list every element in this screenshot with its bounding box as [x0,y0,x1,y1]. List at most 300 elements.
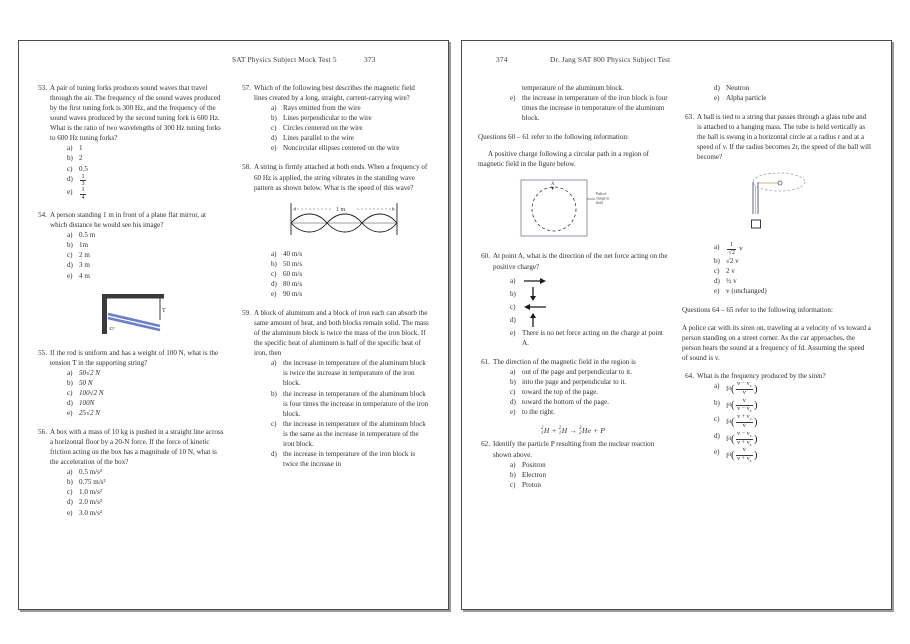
choice-text: 1m [79,241,89,250]
right-column-1 [478,83,668,499]
choice-text: 2 m [79,251,90,260]
running-head-title: SAT Physics Subject Mock Test 5 [232,55,337,64]
question-number-placeholder [682,242,697,296]
fraction-one-over-root2: $\frac{1}{√2}$ [728,242,735,256]
choice-text: 60 m/s [283,269,303,278]
left-column-2 [239,83,429,527]
figure-caption-line2: charge in [596,196,610,201]
choice-text: 0.75 m/s² [79,478,106,487]
choice-text: 100√2 N [79,388,104,397]
choice-label: a) [510,276,516,285]
choice-label: c) [67,488,73,497]
choice-label: a) [67,468,73,477]
choice-label: e) [67,508,73,517]
choice-text: the increase in temperature of the iron block is four times the increase in temperature of the aluminum block. [522,94,668,123]
question-number-placeholder [682,83,697,103]
choice-label: e) [510,408,516,417]
choice-text: temperature of the aluminum block. [522,84,624,92]
question-number: 54. [38,211,47,220]
doppler-fraction: $\frac{v - v_s}{v}$ [737,380,752,396]
choice-text: 1.0 m/s² [79,488,103,497]
figure-caption-line1: Path of [596,192,607,197]
question-stem: If the rod is uniform and has a weight of 100 N, what is the tension T in the supporting string? [50,348,219,367]
choice-label: d) [714,431,720,440]
choice-text: 50√2 N [79,368,101,377]
choice-label: b) [714,398,720,407]
choice-label: e) [510,328,516,337]
question-stem: Which of the following best describes the magnetic field lines created by a long, straight, current-carrying wire? [254,84,415,103]
question-stem: A person standing 1 m in front of a plane flat mirror, at which distance he would see his image? [50,211,206,230]
choice-a[interactable] [714,242,872,256]
choice-d[interactable] [510,312,668,328]
fraction-one-third: $\frac{1}{3}$ [81,173,85,187]
standing-wave-figure [254,197,429,242]
choice-d[interactable] [67,497,225,507]
question-64 [682,371,872,464]
choice-label: c) [510,302,516,311]
choice-a[interactable] [67,467,225,477]
running-head-left [35,55,432,69]
choice-d-continued [510,83,668,93]
nuclear-reaction-equation [478,426,668,436]
choice-c[interactable] [271,269,429,279]
choice-list [254,103,429,153]
choice-text: There is no net force acting on the charge at point A. [522,328,663,347]
choice-label: c) [67,251,73,260]
question-60 [478,251,668,347]
doppler-expression-e: f d ( $\frac{v}{v + v_s}$ ) [726,447,758,464]
choice-text: Noncircular ellipses centered on the wire [283,144,400,153]
choice-label: e) [67,408,73,417]
doppler-expression-c: f d ( $\frac{v + v_s}{v}$ ) [726,414,758,429]
frequency-symbol: f [726,418,729,427]
choice-text: the increase in temperature of the iron block is twice the increase in [283,449,415,468]
choice-list [493,367,668,417]
equation-arrow: → [569,426,577,436]
choice-text: toward the bottom of the page. [522,398,610,407]
question-number-placeholder [478,83,493,123]
question-59 [239,308,429,469]
choice-label: c) [714,267,720,276]
choice-label: d) [67,261,73,270]
choice-list [50,467,225,517]
choice-label: b) [271,389,277,398]
doppler-fraction: $\frac{v + v_s}{v}$ [737,414,752,429]
equation-operator: + [593,426,599,436]
choice-label: a) [271,359,277,368]
choice-d[interactable] [271,279,429,289]
choice-text: Electron [522,470,547,479]
choice-c[interactable] [271,123,429,133]
choice-label: b) [67,241,73,250]
question-stem: A block of aluminum and a block of iron each can absorb the same amount of heat, and both blocks remain solid. The mass of the aluminum block is twice the mass of the iron block. If the specific heat of aluminum is half of the specific heat of iron, then [254,309,429,358]
choice-label: b) [67,478,73,487]
element-symbol: H [543,426,550,436]
question-stem: At point A, what is the direction of the net force acting on the positive charge? [493,252,668,271]
choice-e[interactable] [271,143,429,153]
choice-d[interactable] [271,133,429,143]
right-page-columns [478,83,875,499]
choice-label: a) [714,381,720,390]
choice-label: c) [67,388,73,397]
choice-d[interactable] [714,276,872,286]
choice-list [493,460,668,490]
question-57 [239,83,429,153]
left-page-columns [35,83,432,527]
choice-list [50,230,225,280]
choice-e[interactable] [271,289,429,299]
page-373 [18,40,449,610]
equation-term-1 [541,426,550,436]
choice-text: v (unchanged) [726,287,767,296]
question-stem: A box with a mass of 10 kg is pushed in a straight line across a horizontal floor by a 20-N force. If the force of kinetic friction acting on the box has a magnitude of 10 N, what is the acceleration of the box? [50,428,224,467]
left-column-1 [35,83,225,527]
mass-number: 2 [558,426,562,432]
circular-path-magnetic-field-diagram [503,177,643,239]
choice-text: 0.5 m [79,231,96,240]
atomic-number: 1 [540,431,544,437]
choice-b[interactable] [271,113,429,123]
question-stem: A ball is tied to a string that passes through a glass tube and is attached to a hanging mass. The tube is held vertically as the ball is swung in a horizontal circle at a radius r and at a speed of v. If the radius becomes 2r, the speed of the ball will become? [697,113,871,162]
choice-d[interactable] [714,431,872,448]
choice-label: a) [271,104,277,113]
question-number: 60. [481,252,490,261]
doppler-expression-d: f d ( $\frac{v - v_s}{v + v_s}$ ) [726,430,758,447]
mass-number: 3 [579,426,582,432]
choice-d[interactable] [67,398,225,408]
frequency-symbol: f [726,385,729,394]
choice-text: 0.5 m/s² [79,468,103,477]
tension-label: T [162,307,166,314]
choice-list [697,381,872,464]
equation-term-3 [579,426,591,436]
choice-text: ½ v [726,277,737,286]
arrow-right-icon [522,276,548,286]
choice-label: a) [67,368,73,377]
choice-label: d) [271,449,277,458]
choice-text: Lines parallel to the wire [283,134,354,143]
question-number: 57. [242,84,251,92]
choice-a[interactable] [510,276,668,286]
frequency-subscript: d [728,452,731,459]
choice-label: d) [271,134,277,143]
choice-label: e) [714,287,720,296]
circular-path-magnetic-field-figure [478,177,668,244]
choice-text: 1 [79,144,83,153]
question-58 [239,162,429,299]
frequency-symbol: f [726,451,729,460]
equation-term-2 [559,426,568,436]
choice-label: b) [510,470,516,479]
doppler-expression-a: f d ( $\frac{v - v_s}{v}$ ) [726,380,758,396]
choice-text: 50 m/s [283,259,303,268]
choice-a[interactable] [510,367,668,377]
choice-label: e) [271,289,277,298]
choice-d[interactable] [67,174,225,188]
choice-text: 0.5 [79,164,88,173]
doppler-expression-b: f d ( $\frac{v}{v - v_s}$ ) [726,397,758,414]
frequency-subscript: d [728,385,731,392]
choice-text: 2 [79,154,83,163]
choice-text: the increase in temperature of the aluminum block is the same as the increase in temperature of the iron block. [283,419,426,448]
passage-60-61-heading: Questions 60 – 61 refer to the following information: [478,133,629,142]
frequency-symbol: f [726,401,729,410]
question-53 [35,83,225,201]
choice-b[interactable] [67,477,225,487]
choice-b[interactable] [714,256,872,266]
choice-e[interactable] [510,407,668,417]
choice-label: b) [510,377,516,386]
page-374 [461,40,892,610]
choice-c[interactable] [714,266,872,276]
choice-label: e) [67,271,73,280]
frequency-subscript: d [728,402,731,409]
choice-label: b) [714,257,720,266]
choice-b[interactable] [67,240,225,250]
question-59-continued [478,83,668,123]
choice-label: e) [67,188,73,197]
choice-d[interactable] [67,260,225,270]
choice-label: c) [510,480,516,489]
choice-label: c) [271,269,277,278]
choice-text: 3 m [79,261,90,270]
choice-text: 90 m/s [283,289,303,298]
choice-list [697,242,872,296]
mass-number: 2 [540,426,544,432]
question-54 [35,210,225,280]
running-head-right [478,55,875,69]
choice-b[interactable] [271,389,429,419]
element-symbol: H [561,426,568,436]
choice-text: 50 N [79,378,93,387]
choice-text: Neutron [726,84,750,92]
choice-c[interactable] [714,414,872,431]
choice-text: to the right. [522,408,555,417]
choice-label: d) [67,174,73,183]
choice-text: 100N [79,398,95,407]
question-stem: What is the frequency produced by the siren? [697,371,826,380]
standing-wave-diagram [277,197,407,239]
choice-text: out of the page and perpendicular to it. [522,367,632,376]
choice-text: 25√2 N [79,408,101,417]
choice-label: c) [714,415,720,424]
choice-a[interactable] [67,230,225,240]
choice-e[interactable] [714,447,872,464]
fraction-one-fourth: $\frac{1}{4}$ [81,187,85,201]
arrow-down-icon [522,286,548,302]
frequency-subscript: d [728,418,731,425]
choice-c[interactable] [271,419,429,449]
choice-list [50,143,225,201]
choice-label: e) [271,144,277,153]
passage-64-65-heading: Questions 64 – 65 refer to the following information: [682,306,833,315]
choice-text: toward the top of the page. [522,388,599,396]
choice-c[interactable] [67,487,225,497]
arrow-up-icon [522,312,548,328]
question-63 [682,112,872,162]
choice-label: c) [67,164,73,173]
choice-d[interactable] [510,397,668,407]
point-a-label: A [551,182,555,188]
question-55 [35,348,225,418]
choice-e[interactable] [510,328,668,348]
choice-b[interactable] [510,286,668,302]
choice-d[interactable] [271,449,429,469]
choice-label: d) [510,315,516,324]
doppler-fraction: $\frac{v}{v - v_s}$ [737,397,752,414]
choice-label: b) [271,114,277,123]
choice-text: 80 m/s [283,279,303,288]
question-number: 56. [38,428,47,436]
choice-list [254,358,429,469]
question-number: 62. [481,440,490,449]
question-number: 55. [38,348,47,357]
question-stem: A string is firmly attached at both ends. When a frequency of 60 Hz is applied, the string vibrates in the standing wave pattern as shown below. What is the speed of this wave? [254,163,428,192]
choice-text: Rays emitted from the wire [283,104,361,113]
passage-60-61-body: A positive charge following a circular path in a region of magnetic field in the figure below. [478,150,650,169]
choice-a[interactable] [271,358,429,388]
question-number: 64. [685,371,694,380]
choice-text: 40 m/s [283,249,303,258]
question-number: 61. [481,357,490,366]
choice-label: d) [271,279,277,288]
question-stem: A pair of tuning forks produces sound waves that travel through the air. The frequency of the sound waves produced by the first tuning fork is 300 Hz, and the frequency of the sound waves produced by the second tuning fork is 600 Hz. What is the ratio of two wavelengths of 300 Hz tuning forks to 600 Hz tuning forks? [50,84,221,143]
choice-label-empty [510,83,522,93]
choice-label: b) [67,378,73,387]
rod-string-tension-figure [35,290,225,341]
choice-text: the increase in temperature of the aluminum block is four times the increase in temperature of the iron block. [283,389,429,418]
choice-a[interactable] [714,381,872,398]
choice-label: e) [714,448,720,457]
ball-tube-hanging-mass-diagram [717,166,837,230]
choice-a[interactable] [510,460,668,470]
choice-list [50,368,225,418]
choice-e[interactable] [67,187,225,201]
choice-c[interactable] [67,250,225,260]
element-symbol: He [582,426,592,436]
choice-label: e) [714,94,720,103]
choice-e[interactable] [714,93,872,103]
choice-e[interactable] [510,93,668,123]
choice-text: √2 v [726,257,739,266]
choice-b[interactable] [67,378,225,388]
choice-a[interactable] [271,249,429,259]
choice-label: a) [67,231,73,240]
question-62 [478,439,668,489]
doppler-fraction: $\frac{v}{v + v_s}$ [737,447,752,464]
choice-b[interactable] [510,470,668,480]
question-63-choices [682,242,872,296]
choice-list [493,276,668,348]
doppler-fraction: $\frac{v - v_s}{v + v_s}$ [737,430,752,447]
choice-c[interactable] [510,302,668,312]
choice-label: a) [510,460,516,469]
page-folio: 373 [364,55,376,64]
frequency-symbol: f [726,435,729,444]
right-column-2 [682,83,872,499]
frequency-subscript: d [728,435,731,442]
question-56 [35,427,225,518]
choice-e[interactable] [67,271,225,281]
question-number: 63. [685,113,694,122]
choice-b[interactable] [510,377,668,387]
choice-label: a) [714,243,720,252]
choice-text: Positron [522,460,546,469]
arrow-left-icon [522,302,548,312]
page-folio: 374 [496,55,508,64]
angle-label: 45° [109,325,116,331]
question-stem: Identify the particle P resulting from the nuclear reaction shown above. [493,440,655,459]
choice-label: a) [271,249,277,258]
ball-tube-hanging-mass-figure [682,166,872,235]
choice-a[interactable] [271,103,429,113]
choice-c[interactable] [510,387,668,397]
running-head-title: Dr. Jang SAT 800 Physics Subject Test [550,55,671,64]
rod-string-tension-diagram [88,290,172,336]
wave-length-label: 1 m [335,206,345,213]
choice-list [493,83,668,123]
question-number: 59. [242,309,251,317]
choice-c[interactable] [67,388,225,398]
choice-label: d) [510,398,516,407]
choice-text: Alpha particle [726,94,767,103]
question-number: 58. [242,163,251,172]
question-stem: The direction of the magnetic field in the region is [493,357,636,366]
choice-b[interactable] [67,153,225,163]
choice-d[interactable] [714,83,872,93]
choice-text: the increase in temperature of the aluminum block is twice the increase in temperature of the iron block. [283,359,426,388]
choice-text: 4 m [79,271,90,280]
choice-label: b) [271,259,277,268]
passage-64-65-body: A police car with its siren on, traveling at a velocity of vs toward a person standing on a street corner. As the car approaches, the person hears the sound at a frequency of fd. Assuming the speed of sound is v. [682,323,871,362]
choice-a[interactable] [67,368,225,378]
atomic-number: 1 [558,431,562,437]
choice-list [254,249,429,299]
choice-label: c) [271,419,277,428]
atomic-number: 2 [579,431,582,437]
choice-label: b) [67,154,73,163]
question-61 [478,357,668,417]
choice-label: e) [510,94,516,103]
choice-c[interactable] [510,480,668,490]
choice-text: 2 v [726,267,735,276]
unknown-particle-symbol: P [600,426,606,436]
choice-list [697,83,872,103]
question-62-continued-choices [682,83,872,103]
choice-label: d) [714,277,720,286]
choice-b[interactable] [714,398,872,415]
choice-text: v [739,244,743,253]
choice-text: Circles centered on the wire [283,124,363,133]
choice-b[interactable] [271,259,429,269]
choice-a[interactable] [67,143,225,153]
question-number: 53. [38,84,47,92]
choice-label: c) [510,388,516,396]
choice-text: 3.0 m/s² [79,508,103,517]
choice-label: c) [271,124,277,133]
choice-label: d) [714,84,720,92]
choice-label: a) [67,144,73,153]
choice-e[interactable] [67,408,225,418]
choice-c[interactable] [67,164,225,174]
choice-text: into the page and perpendicular to it. [522,377,627,386]
choice-e[interactable] [714,286,872,296]
choice-label: d) [67,398,73,407]
choice-text: Lines perpendicular to the wire [283,114,372,123]
figure-caption-line3: field [596,201,603,206]
equation-operator: + [551,426,557,436]
choice-e[interactable] [67,508,225,518]
